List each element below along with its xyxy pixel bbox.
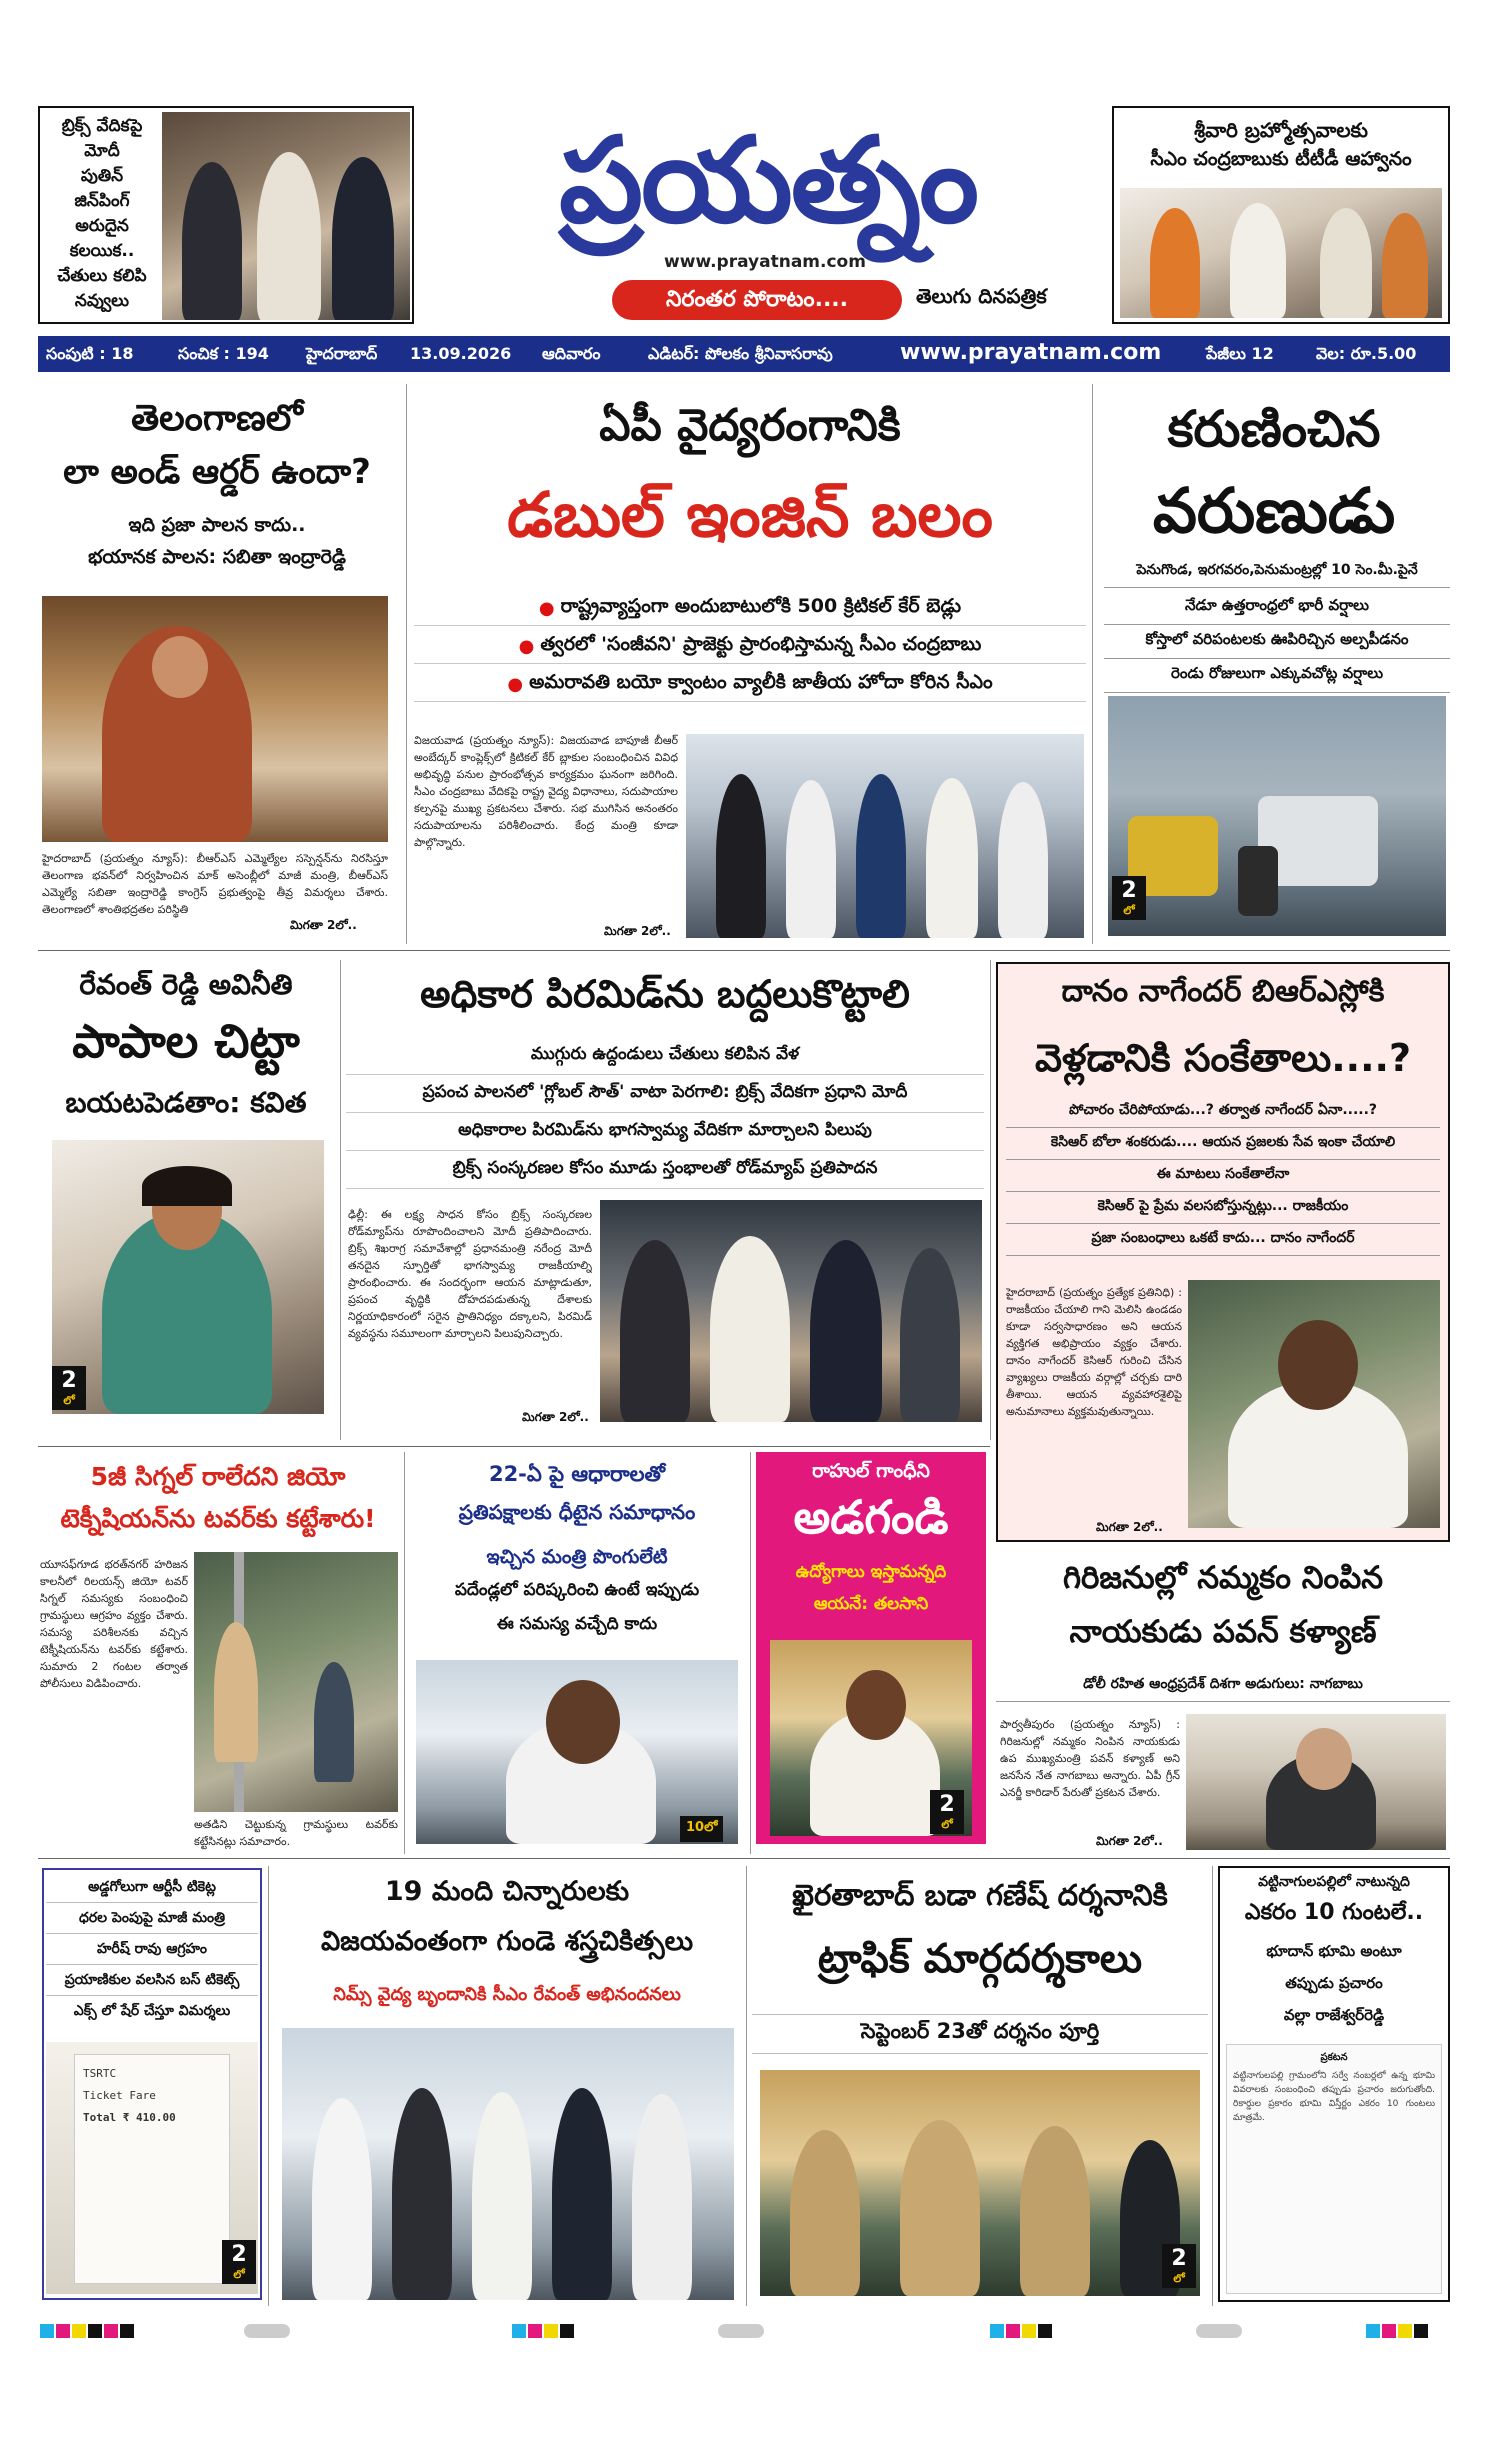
city: హైదరాబాద్ [306, 344, 378, 363]
story6-kicker: దానం నాగేందర్ బిఆర్ఎస్లోకి [1061, 974, 1385, 1009]
day: ఆదివారం [542, 344, 601, 363]
story8-line-2: ఇచ్చిన మంత్రి పొంగులేటి [486, 1546, 668, 1568]
registration-dot-1 [244, 2324, 290, 2338]
story6-sub-5: ప్రజా సంబంధాలు ఒకటే కాదు... దానం నాగేందర్ [1006, 1230, 1440, 1256]
story8-kicker: 22-ఏ పై ఆధారాలతో [488, 1462, 666, 1486]
story11-page-ref-badge: 2 లో [222, 2240, 256, 2284]
story5-headline: అధికార పిరమిడ్‌ను బద్దలుకొట్టాలి [420, 972, 910, 1016]
story6-more[interactable]: మిగతా 2లో.. [1096, 1520, 1163, 1534]
masthead-title: ప్రయత్నం [559, 110, 977, 249]
story1-body: హైదరాబాద్ (ప్రయత్నం న్యూస్): బీఆర్ఎస్ ఎమ్మెల్యేల సస్పెన్షన్‌ను నిరసిస్తూ తెలంగాణ భవన్‌లో నిర్వహించిన మాక్ అసెంబ్లీలో మాజీ మంత్రి, బీఆర్ఎస్ ఎమ్మెల్యే సబితా ఇంద్రారెడ్డి కాంగ్రెస్ ప్రభుత్వంపై తీవ్ర విమర్శలు చేశారు. తెలంగాణలో శాంతిభద్రతల పరిస్థితి [42, 852, 388, 916]
kavitha-photo [52, 1140, 324, 1414]
story2-body: విజయవాడ (ప్రయత్నం న్యూస్): విజయవాడ బాపూజీ బీఆర్ అంబేద్కర్ కాంప్లెక్స్‌లో క్రిటికల్ కేర్ బ్లాకుల సంబంధించిన వివిధ అభివృద్ధి పనుల ప్రారంభోత్సవ కార్యక్రమం ఘనంగా జరిగింది. సీఎం చంద్రబాబు వేదికపై రాష్ట్ర వైద్య విధానాలు, సదుపాయాల కల్పనపై ముఖ్య ప్రకటనలు చేశారు. సభ ముగిసిన అనంతరం సదుపాయాలను పరిశీలించారు. కేంద్ర మంత్రి కూడా పాల్గొన్నారు. [414, 734, 678, 849]
story14-line-5: వల్లా రాజేశ్వర్‌రెడ్డి [1283, 2006, 1385, 2024]
story2-bullet-3: ● అమరావతి బయో క్వాంటం వ్యాలీకి జాతీయ హోదా కోరిన సీఎం [414, 668, 1086, 702]
story3-page-ref-badge: 2 లో [1112, 876, 1146, 920]
story9-sub-2: ఆయనే: తలసాని [813, 1594, 929, 1614]
story10-sub: డోలీ రహిత ఆంధ్రప్రదేశ్ దిశగా అడుగులు: నాగబాబు [996, 1676, 1450, 1702]
story14-doc-body: వట్టినాగులపల్లి గ్రామంలోని సర్వే నంబర్లలో ఉన్న భూమి వివరాలకు సంబంధించి తప్పుడు ప్రచారం జరుగుతోంది. రికార్డుల ప్రకారం భూమి విస్తీర్ణం ఎకరం 10 గుంటలు మాత్రమే. [1233, 2071, 1435, 2123]
story3-sub-2: కోస్తాలో వరిపంటలకు ఊపిరిచ్చిన అల్పపీడనం [1104, 630, 1450, 659]
story14-line-3: భూదాన్ భూమి అంటూ [1266, 1942, 1402, 1960]
story5-sub-4: బ్రిక్స్ సంస్కరణల కోసం మూడు స్తంభాలతో రోడ్‌మ్యాప్ ప్రతిపాదన [346, 1158, 984, 1189]
registration-dot-2 [718, 2324, 764, 2338]
story12-headline: విజయవంతంగా గుండె శస్త్రచికిత్సలు [320, 1926, 694, 1957]
story3-dateline: పెనుగొండ, ఇరగవరం,పెనుమంట్రల్లో 10 సెం.మీ.పైనే [1104, 562, 1450, 588]
story13-sub: సెప్టెంబర్ 23తో దర్శనం పూర్తి [752, 2014, 1208, 2054]
masthead-tagline: నిరంతర పోరాటం.... [612, 280, 902, 320]
right-ear-line-2: సీఎం చంద్రబాబుకు టీటీడీ ఆహ్వానం [1150, 148, 1412, 170]
story6-body: హైదరాబాద్ (ప్రయత్నం ప్రత్యేక ప్రతినిధి) : రాజకీయం చేయాలి గాని మెలిసి ఉండడం కూడా సర్వసాధారణం అని ఆయన వ్యక్తిగత అభిప్రాయం వ్యక్తం చేశారు. దానం నాగేందర్ కెసిఆర్ గురించి చేసిన వ్యాఖ్యలు రాజకీయ వర్గాల్లో చర్చకు దారి తీశాయి. ఆయన వ్యవహారశైలిపై అనుమానాలు వ్యక్తమవుతున్నాయి. [1006, 1286, 1182, 1418]
story1-headline: లా అండ్ ఆర్డర్ ఉందా? [63, 452, 371, 492]
story3-headline-2: వరుణుడు [1152, 474, 1396, 547]
nims-team-photo [282, 2028, 734, 2300]
story10-more[interactable]: మిగతా 2లో.. [1096, 1834, 1163, 1848]
story7-headline-1: 5జీ సిగ్నల్ రాలేదని జియో [90, 1462, 346, 1491]
story5-sub-3: అధికారాల పిరమిడ్‌ను భాగస్వామ్య వేదికగా మార్చాలని పిలుపు [346, 1120, 984, 1151]
registration-dot-3 [1196, 2324, 1242, 2338]
story9-sub-1: ఉద్యోగాలు ఇస్తామన్నది [795, 1562, 947, 1582]
story6-sub-2: కెసిఆర్ బోలా శంకరుడు.... ఆయన ప్రజలకు సేవ ఇంకా చేయాలి [1006, 1134, 1440, 1160]
story3-sub-1: నేడూ ఉత్తరాంధ్రలో భారీ వర్షాలు [1104, 596, 1450, 625]
story4-sub: బయటపెడతాం: కవిత [65, 1086, 307, 1119]
story10-body: పార్వతీపురం (ప్రయత్నం న్యూస్) : గిరిజనుల్లో నమ్మకం నింపిన నాయకుడు ఉప ముఖ్యమంత్రి పవన్ కళ్యాణ్ అని జనసేన నేత నాగబాబు అన్నారు. ఏపీ గ్రీన్ ఎనర్జీ కారిడార్ పేరుతో ప్రకటన చేశారు. [1000, 1718, 1180, 1799]
volume: సంపుటి : 18 [46, 344, 134, 363]
story1-sub2: భయానక పాలన: సబితా ఇంద్రారెడ్డి [88, 546, 346, 568]
story14-document [1226, 2044, 1442, 2294]
bus-ticket-photo: TSRTC Ticket Fare Total ₹ 410.00 [46, 2042, 258, 2294]
story7-body-left: యూసఫ్‌గూడ భరత్‌నగర్ హరిజన కాలనీలో రిలయన్స్ జియో టవర్ సిగ్నల్ సమస్యకు సంబంధించి గ్రామస్థులు ఆగ్రహం వ్యక్తం చేశారు. సమస్య పరిశీలనకు వచ్చిన టెక్నీషియన్‌ను టవర్‌కు కట్టేశారు. సుమారు 2 గంటల తర్వాత పోలీసులు విడిపించారు. [40, 1558, 188, 1690]
issue: సంచిక : 194 [178, 344, 269, 363]
masthead-website[interactable]: www.prayatnam.com [664, 252, 866, 272]
ap-health-event-photo [686, 734, 1084, 938]
editor: ఎడిటర్: పోలకం శ్రీనివాసరావు [648, 344, 833, 363]
infobar-website[interactable]: www.prayatnam.com [900, 340, 1162, 365]
masthead-daily-label: తెలుగు దినపత్రిక [916, 284, 1047, 308]
date: 13.09.2026 [410, 344, 512, 363]
jio-tower-photo [194, 1552, 398, 1812]
story14-doc-title: ప్రకటన [1320, 2052, 1348, 2063]
story2-bullet-1: ● రాష్ట్రవ్యాప్తంగా అందుబాటులోకి 500 క్రిటికల్ కేర్ బెడ్లు [414, 592, 1086, 626]
story10-headline-1: గిరిజనుల్లో నమ్మకం నింపిన [1062, 1560, 1384, 1596]
right-ear-box [1112, 106, 1450, 324]
story9-kicker: రాహుల్ గాంధీని [812, 1460, 930, 1482]
story4-page-ref-badge: 2 లో [52, 1366, 86, 1410]
price: వెల: రూ.5.00 [1316, 344, 1417, 363]
story8-line-4: ఈ సమస్య వచ్చేది కాదు [496, 1614, 658, 1634]
brics-leaders-photo [162, 112, 410, 320]
story11-lines: అడ్డగోలుగా ఆర్టీసీ టికెట్ల ధరల పెంపుపై మాజీ మంత్రి హరీష్ రావు ఆగ్రహం ప్రయాణికుల వలసిన బస్ టికెట్స్ ఎక్స్ లో షేర్ చేస్తూ విమర్శలు [46, 1872, 258, 2026]
story5-sub-1: ముగ్గురు ఉద్దండులు చేతులు కలిపిన వేళ [346, 1044, 984, 1075]
story1-more[interactable]: మిగతా 2లో.. [290, 918, 357, 932]
story10-headline-2: నాయకుడు పవన్ కళ్యాణ్ [1069, 1614, 1377, 1650]
story13-headline: ట్రాఫిక్ మార్గదర్శకాలు [817, 1936, 1143, 1982]
sabitha-photo [42, 596, 388, 842]
story1-sub1: ఇది ప్రజా పాలన కాదు.. [128, 514, 306, 536]
story3-headline-1: కరుణించిన [1167, 400, 1381, 458]
story2-kicker: ఏపీ వైద్యరంగానికి [599, 400, 901, 451]
rain-traffic-photo [1108, 696, 1446, 936]
story8-badge: 10లో [680, 1816, 723, 1842]
story6-sub-3: ఈ మాటలు సంకేతాలేనా [1006, 1166, 1440, 1192]
story6-headline: వెళ్లడానికి సంకేతాలు....? [1034, 1036, 1412, 1080]
story8-line-1: ప్రతిపక్షాలకు ధీటైన సమాధానం [458, 1500, 696, 1524]
story12-sub: నిమ్స్ వైద్య బృందానికి సీఎం రేవంత్ అభినందనలు [333, 1984, 681, 2005]
story13-kicker: ఖైరతాబాద్ బడా గణేష్ దర్శనానికి [792, 1878, 1168, 1912]
story9-page-ref-badge: 2 లో [930, 1790, 964, 1834]
story7-caption: అతడిని చెట్టుకున్న గ్రామస్థులు టవర్‌కు కట్టేసినట్లు సమాచారం. [194, 1818, 398, 1848]
story5-sub-2: ప్రపంచ పాలనలో 'గ్లోబల్ సౌత్' వాటా పెరగాలి: బ్రిక్స్ వేదికగా ప్రధాని మోదీ [346, 1082, 984, 1113]
brics-leaders-walk-photo [600, 1200, 982, 1422]
nagababu-photo [1186, 1714, 1446, 1850]
right-ear-line-1: శ్రీవారి బ్రహ్మోత్సవాలకు [1194, 118, 1368, 142]
story2-more[interactable]: మిగతా 2లో.. [604, 924, 671, 938]
story2-headline: డబుల్ ఇంజిన్ బలం [507, 478, 993, 551]
story5-more[interactable]: మిగతా 2లో.. [522, 1410, 589, 1424]
ttd-invitation-photo [1120, 188, 1442, 318]
story4-headline: పాపాల చిట్టా [72, 1014, 300, 1068]
story1-kicker: తెలంగాణలో [131, 398, 303, 439]
info-bar [38, 336, 1450, 372]
story9-headline: అడగండి [793, 1490, 949, 1544]
story6-sub-4: కెసిఆర్ పై ప్రేమ వలసబోస్తున్నట్లు... రాజకీయం [1006, 1198, 1440, 1224]
pages: పేజీలు 12 [1206, 344, 1274, 363]
story7-headline-2: టెక్నీషియన్‌ను టవర్‌కు కట్టేశారు! [60, 1504, 376, 1533]
story14-line-1: వట్టినాగులపల్లిలో నాటున్నది [1258, 1874, 1410, 1890]
story13-page-ref-badge: 2 లో [1162, 2244, 1196, 2288]
story14-line-2: ఎకరం 10 గుంటలే.. [1244, 1900, 1424, 1925]
left-ear-box [38, 106, 414, 324]
police-briefing-photo [760, 2070, 1200, 2296]
story3-sub-3: రెండు రోజులుగా ఎక్కువచోట్ల వర్షాలు [1104, 664, 1450, 693]
story4-kicker: రేవంత్ రెడ్డి అవినీతి [79, 968, 293, 1001]
story2-bullet-2: ● త్వరలో 'సంజీవని' ప్రాజెక్టు ప్రారంభిస్తామన్న సీఎం చంద్రబాబు [414, 630, 1086, 664]
left-ear-text: బ్రిక్స్ వేదికపై మోదీ పుతిన్ జిన్‌పింగ్ అరుదైన కలయిక.. చేతులు కలిపి నవ్వులు [57, 116, 147, 311]
story12-kicker: 19 మంది చిన్నారులకు [384, 1876, 630, 1907]
danam-nagender-photo [1188, 1280, 1440, 1528]
story8-line-3: పదేండ్లలో పరిష్కరించి ఉంటే ఇప్పుడు [454, 1580, 700, 1600]
story6-sub-1: పోచారం చేరిపోయాడు...? తర్వాత నాగేందర్ ఏనా.....? [1006, 1102, 1440, 1128]
story14-line-4: తప్పుడు ప్రచారం [1285, 1974, 1383, 1992]
story5-body: ఢిల్లీ: ఈ లక్ష్య సాధన కోసం బ్రిక్స్ సంస్కరణల రోడ్‌మ్యాప్‌ను రూపొందించాలని మోదీ ప్రతిపాదించారు. బ్రిక్స్ శిఖరాగ్ర సమావేశాల్లో ప్రధానమంత్రి నరేంద్ర మోదీ తనదైన స్ఫూర్తితో భాగస్వామ్య రాజకీయాల్ని ప్రారంభించారు. ఈ సందర్భంగా ఆయన మాట్లాడుతూ, ప్రపంచ వృద్ధికి దోహదపడుతున్న దేశాలకు నిర్ణయాధికారంలో సరైన ప్రాతినిధ్యం దక్కాలని, పిరమిడ్ వ్యవస్థను సమూలంగా మార్చాలని పిలుపునిచ్చారు. [348, 1208, 592, 1340]
